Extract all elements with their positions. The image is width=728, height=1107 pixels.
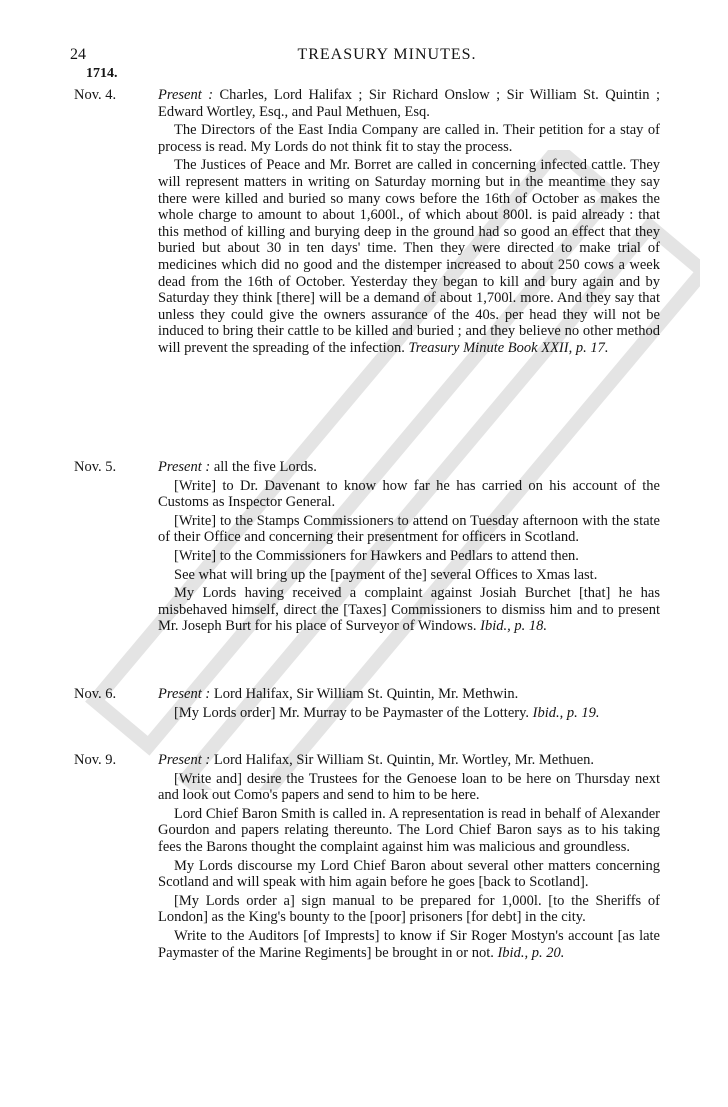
source-reference: Treasury Minute Book XXII, p. 17. <box>408 339 609 356</box>
source-reference: Ibid., p. 18. <box>480 618 547 635</box>
entry-paragraph: My Lords having received a complaint against Josiah Burchet [that] he has misbehaved himself, direct the [Taxes] Commissioners to dismiss him and to present Mr. Joseph Burt for his place of Surveyor of Windows. <box>158 585 660 635</box>
present-label: Present : <box>158 87 214 103</box>
present-names: all the five Lords. <box>213 459 317 475</box>
entry-paragraph: [Write] to the Stamps Commissioners to attend on Tuesday afternoon with the state of their Office and concerning their presentment for officers in Scotland. <box>158 512 660 546</box>
entry-body <box>158 459 660 635</box>
entry-paragraph: My Lords discourse my Lord Chief Baron about several other matters concerning Scotland and will speak with him again before he goes [back to Scotland]. <box>158 857 660 891</box>
present-names: Lord Halifax, Sir William St. Quintin, Mr. Wortley, Mr. Methuen. <box>213 752 595 768</box>
page-header <box>70 46 704 70</box>
entry-body <box>158 752 660 961</box>
entry-body <box>158 686 660 721</box>
entry-paragraph: See what will bring up the [payment of the] several Offices to Xmas last. <box>174 566 598 583</box>
present-label: Present : <box>158 459 211 475</box>
entry-paragraph: [Write] to the Commissioners for Hawkers and Pedlars to attend then. <box>174 547 579 564</box>
present-label: Present : <box>158 686 211 702</box>
entry-paragraph: The Justices of Peace and Mr. Borret are called in concerning infected cattle. They will represent matters in writing on Saturday morning but in the meantime they say there were killed and buried so many cows before the 16th of October as makes the whole charge to amount to about 1,600l., of which about 800l. is paid already : that this method of killing and burying deep in the ground had so good an effect that they buried but about 30 in ten days' time. Then they were directed to make trial of medicines which did no good and the distemper increased to about 250 cows a week dead from the 16th of October. Yesterday they began to kill and bury again and by Saturday they think [there] will be a demand of about 1,700l. more. And they say that unless they could give the owners assurance of the 40s. per head they will not be induced to bring their cattle to be killed and buried ; and they believe no other method will prevent the spreading of the infection. <box>158 157 660 356</box>
present-names: Charles, Lord Halifax ; Sir Richard Onslow ; Sir William St. Quintin ; Edward Wortley, Esq., and Paul Methuen, Esq. <box>158 87 660 120</box>
entry-date: Nov. 9. <box>74 752 117 768</box>
entry-paragraph: [Write and] desire the Trustees for the Genoese loan to be here on Thursday next and look out Como's papers and send to him to be here. <box>158 770 660 804</box>
entry-paragraph: [My Lords order] Mr. Murray to be Paymaster of the Lottery. <box>174 704 530 721</box>
page-number: 24 <box>70 46 86 63</box>
entry-paragraph: Write to the Auditors [of Imprests] to know if Sir Roger Mostyn's account [as late Paymaster of the Marine Regiments] be brought in or not. <box>158 927 660 961</box>
source-reference: Ibid., p. 19. <box>532 704 600 721</box>
running-title: TREASURY MINUTES. <box>297 46 477 63</box>
entry-date: Nov. 5. <box>74 459 117 475</box>
present-names: Lord Halifax, Sir William St. Quintin, Mr. Methwin. <box>213 686 519 702</box>
entry-date: Nov. 6. <box>74 686 117 702</box>
entry-paragraph: [My Lords order a] sign manual to be prepared for 1,000l. [to the Sheriffs of London] as the King's bounty to the [poor] prisoners [for debt] in the city. <box>158 892 660 926</box>
entry-date: Nov. 4. <box>74 87 117 103</box>
source-reference: Ibid., p. 20. <box>497 944 565 961</box>
year-label: 1714. <box>86 66 118 81</box>
entry-paragraph: The Directors of the East India Company are called in. Their petition for a stay of process is read. My Lords do not think fit to stay the process. <box>158 122 660 155</box>
entry-body <box>158 87 660 357</box>
present-label: Present : <box>158 752 211 768</box>
entry-paragraph: Lord Chief Baron Smith is called in. A representation is read in behalf of Alexander Gourdon and papers relating thereunto. The Lord Chief Baron says as to his taking fees the Barons thought the complaint against him was malicious and groundless. <box>158 805 660 855</box>
entry-paragraph: [Write] to Dr. Davenant to know how far he has carried on his account of the Customs as Inspector General. <box>158 477 660 511</box>
